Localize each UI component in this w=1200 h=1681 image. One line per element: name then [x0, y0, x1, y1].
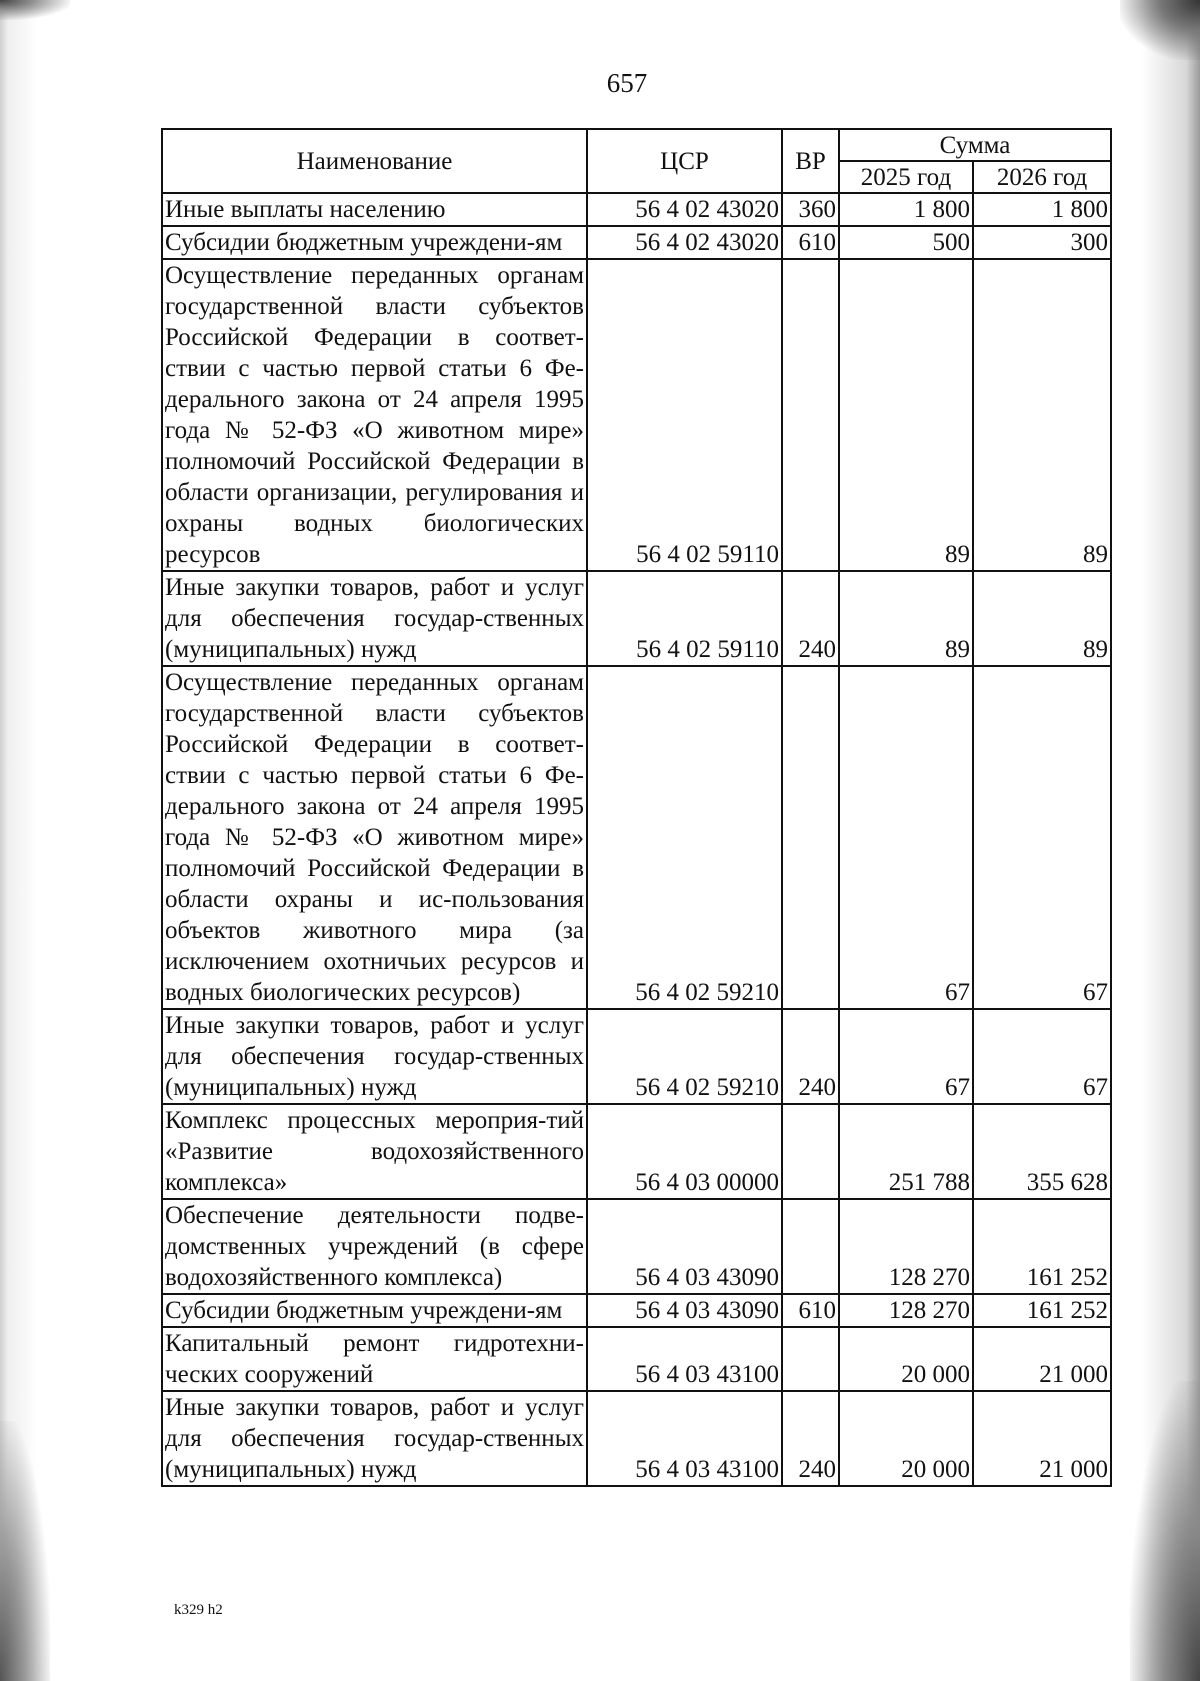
table-row [162, 226, 1111, 259]
row-name: Осуществление переданных органам государственной власти субъектов Российской Федерации в соответ-ствии с частью первой статьи 6 Фе-дерального закона от 24 апреля 1995 года № 52-ФЗ «О животном мире» полномочий Российской Федерации в области организации, регулирования и охраны водных биологических ресурсов [162, 259, 587, 571]
row-name: Субсидии бюджетным учреждени-ям [162, 226, 587, 259]
row-sum-2025: 20 000 [839, 1391, 973, 1486]
table-row [162, 259, 1111, 571]
row-name: Капитальный ремонт гидротехни-ческих сооружений [162, 1327, 587, 1391]
row-vr: 610 [782, 1294, 839, 1327]
row-sum-2025: 128 270 [839, 1199, 973, 1294]
row-vr: 240 [782, 1391, 839, 1486]
row-sum-2025: 89 [839, 259, 973, 571]
page-number: 657 [606, 68, 648, 98]
row-name: Субсидии бюджетным учреждени-ям [162, 1294, 587, 1327]
row-csr: 56 4 02 59110 [587, 259, 782, 571]
table-row [162, 1391, 1111, 1486]
scan-corner-bottom-right [1130, 1381, 1200, 1681]
row-sum-2025: 1 800 [839, 193, 973, 226]
row-csr: 56 4 03 43100 [587, 1391, 782, 1486]
row-sum-2026: 161 252 [973, 1199, 1111, 1294]
row-csr: 56 4 02 59110 [587, 571, 782, 666]
row-csr: 56 4 02 59210 [587, 1009, 782, 1104]
row-sum-2026: 89 [973, 259, 1111, 571]
row-sum-2026: 300 [973, 226, 1111, 259]
row-vr [782, 666, 839, 1009]
row-sum-2025: 251 788 [839, 1104, 973, 1199]
row-vr: 240 [782, 571, 839, 666]
row-sum-2026: 355 628 [973, 1104, 1111, 1199]
row-name: Обеспечение деятельности подве-домственных учреждений (в сфере водохозяйственного комплекса) [162, 1199, 587, 1294]
header-sum: Сумма [839, 129, 1111, 161]
row-name: Комплекс процессных мероприя-тий «Развитие водохозяйственного комплекса» [162, 1104, 587, 1199]
scan-corner-top-right [1120, 0, 1200, 60]
row-vr: 360 [782, 193, 839, 226]
row-csr: 56 4 03 00000 [587, 1104, 782, 1199]
row-name: Иные закупки товаров, работ и услуг для обеспечения государ-ственных (муниципальных) нужд [162, 1009, 587, 1104]
header-year-2025: 2025 год [839, 161, 973, 193]
row-csr: 56 4 03 43090 [587, 1199, 782, 1294]
row-sum-2025: 89 [839, 571, 973, 666]
row-sum-2025: 128 270 [839, 1294, 973, 1327]
row-vr [782, 1199, 839, 1294]
header-year-2026: 2026 год [973, 161, 1111, 193]
row-csr: 56 4 02 43020 [587, 193, 782, 226]
row-sum-2025: 67 [839, 1009, 973, 1104]
row-sum-2026: 1 800 [973, 193, 1111, 226]
row-sum-2026: 21 000 [973, 1391, 1111, 1486]
row-name: Иные закупки товаров, работ и услуг для обеспечения государ-ственных (муниципальных) нужд [162, 571, 587, 666]
header-name: Наименование [162, 129, 587, 193]
footer-code: k329 h2 [174, 1602, 223, 1618]
row-sum-2025: 500 [839, 226, 973, 259]
row-vr [782, 259, 839, 571]
row-name: Осуществление переданных органам государственной власти субъектов Российской Федерации в соответ-ствии с частью первой статьи 6 Фе-дерального закона от 24 апреля 1995 года № 52-ФЗ «О животном мире» полномочий Российской Федерации в области охраны и ис-пользования объектов животного мира (за исключением охотничьих ресурсов и водных биологических ресурсов) [162, 666, 587, 1009]
row-sum-2026: 67 [973, 666, 1111, 1009]
table-row [162, 193, 1111, 226]
row-csr: 56 4 03 43090 [587, 1294, 782, 1327]
row-vr [782, 1104, 839, 1199]
row-vr [782, 1327, 839, 1391]
row-sum-2026: 67 [973, 1009, 1111, 1104]
row-sum-2026: 161 252 [973, 1294, 1111, 1327]
row-csr: 56 4 02 59210 [587, 666, 782, 1009]
table-row [162, 1009, 1111, 1104]
table-row [162, 666, 1111, 1009]
scan-corner-bottom-left [0, 1421, 50, 1681]
row-name: Иные выплаты населению [162, 193, 587, 226]
row-sum-2025: 20 000 [839, 1327, 973, 1391]
row-vr: 610 [782, 226, 839, 259]
scan-corner-top-left [0, 0, 70, 20]
table-row [162, 571, 1111, 666]
table-row [162, 1294, 1111, 1327]
row-sum-2026: 89 [973, 571, 1111, 666]
table-row [162, 1104, 1111, 1199]
row-csr: 56 4 03 43100 [587, 1327, 782, 1391]
row-sum-2025: 67 [839, 666, 973, 1009]
table-row [162, 1199, 1111, 1294]
row-csr: 56 4 02 43020 [587, 226, 782, 259]
budget-table [161, 128, 1112, 1487]
row-sum-2026: 21 000 [973, 1327, 1111, 1391]
row-name: Иные закупки товаров, работ и услуг для обеспечения государ-ственных (муниципальных) нужд [162, 1391, 587, 1486]
header-csr: ЦСР [587, 129, 782, 193]
header-vr: ВР [782, 129, 839, 193]
table-row [162, 1327, 1111, 1391]
row-vr: 240 [782, 1009, 839, 1104]
